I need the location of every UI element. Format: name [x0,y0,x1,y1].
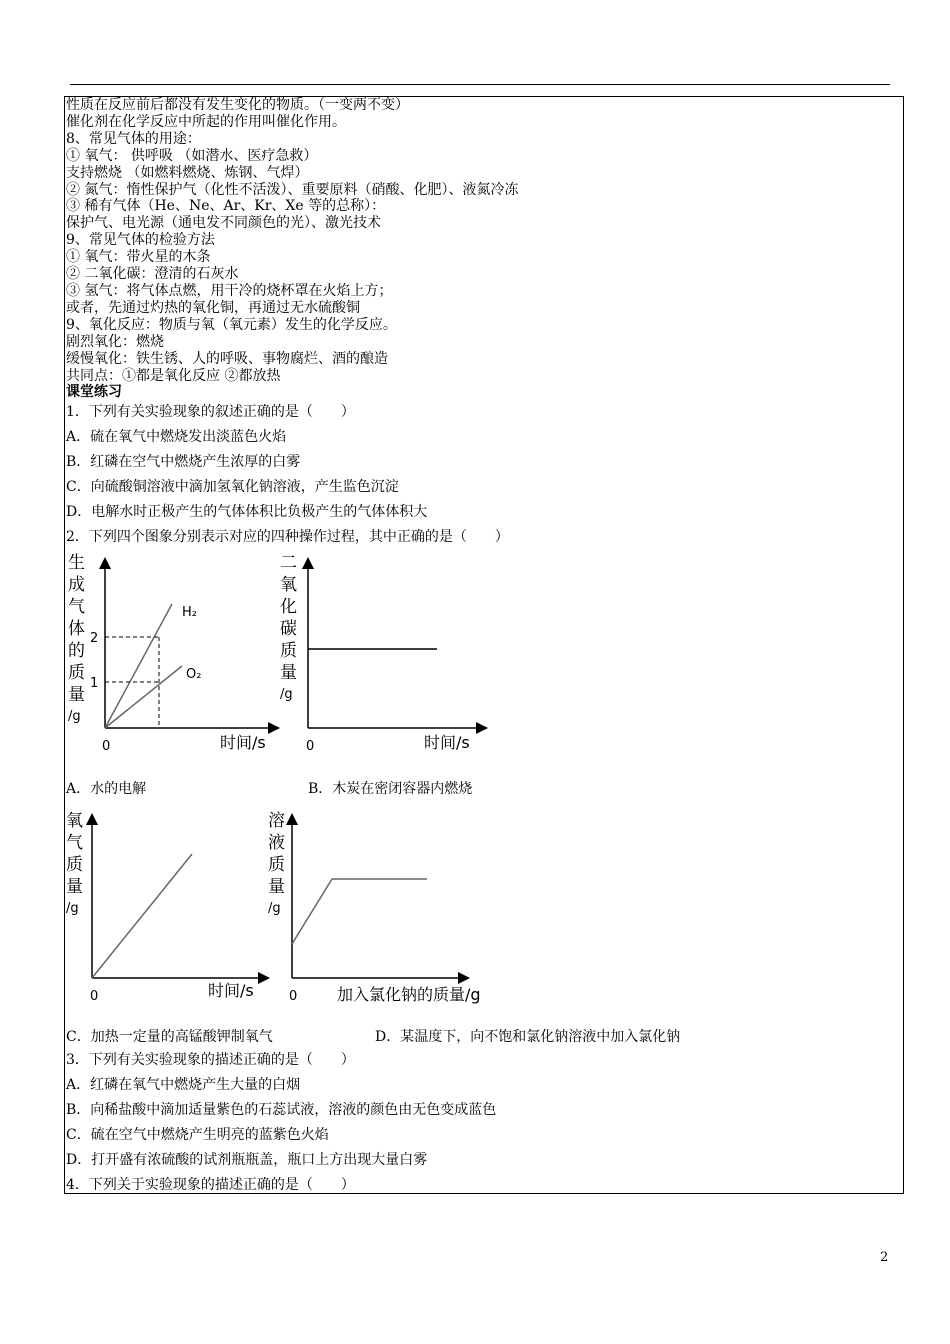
section-title: 课堂练习 [66,384,122,401]
note-line: ② 二氧化碳：澄清的石灰水 [66,266,239,283]
chart-a-origin: 0 [102,739,111,754]
q2-stem: 2．下列四个图象分别表示对应的四种操作过程，其中正确的是（ ） [66,529,509,545]
note-line: 9、常见气体的检验方法 [66,232,215,249]
chart-d-origin: 0 [289,989,298,1004]
note-line: 缓慢氧化：铁生锈、人的呼吸、事物腐烂、酒的酿造 [66,350,388,367]
q3-stem: 3．下列有关实验现象的描述正确的是（ ） [66,1052,355,1068]
note-line: 催化剂在化学反应中所起的作用叫催化作用。 [66,113,346,130]
chart-a-h2-label: H₂ [182,605,197,620]
chart-d [262,808,492,1008]
note-line: 9、氧化反应：物质与氧（氧元素）发生的化学反应。 [66,316,397,333]
chart-a [62,550,282,755]
note-line: ③ 稀有气体（He、Ne、Ar、Kr、Xe 等的总称）： [66,198,386,215]
chart-c-series-line [92,854,192,978]
q2-caption-d: D．某温度下，向不饱和氯化钠溶液中加入氯化钠 [375,1029,681,1045]
chart-a-tick-1: 1 [90,676,99,691]
note-line: ② 氮气：惰性保护气（化性不活泼）、重要原料（硝酸、化肥）、液氮冷冻 [66,181,519,198]
note-line: ① 氧气：带火星的木条 [66,249,211,266]
chart-a-h2-line [105,604,172,728]
chart-c-ylabel: 氧气质量/g [66,811,83,916]
chart-b-origin: 0 [306,739,315,754]
q3-option-d: D．打开盛有浓硫酸的试剂瓶瓶盖，瓶口上方出现大量白雾 [66,1152,428,1168]
header-rule [70,84,890,85]
q1-option-d: D．电解水时正极产生的气体体积比负极产生的气体体积大 [66,504,428,520]
page-number: 2 [880,1250,889,1265]
q2-caption-a: A．水的电解 [66,781,147,797]
note-line: 剧烈氧化：燃烧 [66,333,164,350]
chart-a-o2-label: O₂ [186,667,202,682]
q3-option-a: A．红磷在氧气中燃烧产生大量的白烟 [66,1077,301,1093]
q3-option-c: C．硫在空气中燃烧产生明亮的蓝紫色火焰 [66,1127,329,1143]
q2-caption-b: B．木炭在密闭容器内燃烧 [308,781,473,797]
q4-stem: 4．下列关于实验现象的描述正确的是（ ） [66,1177,355,1193]
note-line: ③ 氢气：将气体点燃，用干冷的烧杯罩在火焰上方； [66,282,393,299]
note-line: 8、常见气体的用途： [66,130,201,147]
chart-d-ylabel: 溶液质量/g [268,811,285,916]
q1-option-a: A．硫在氧气中燃烧发出淡蓝色火焰 [66,429,287,445]
chart-d-series-line [292,879,427,944]
chart-b [270,550,490,755]
chart-b-ylabel: 二氧化碳质量/g [280,553,297,702]
q1-stem: 1．下列有关实验现象的叙述正确的是（ ） [66,404,355,420]
note-line: ① 氧气： 供呼吸 （如潜水、医疗急救） [66,147,318,164]
chart-a-xlabel: 时间/s [220,733,266,752]
note-line: 性质在反应前后都没有发生变化的物质。（一变两不变） [66,97,409,113]
q1-option-c: C．向硫酸铜溶液中滴加氢氧化钠溶液，产生监色沉淀 [66,479,399,495]
note-line: 共同点：①都是氧化反应 ②都放热 [66,367,281,384]
chart-a-tick-2: 2 [90,631,99,646]
chart-c [62,808,282,1008]
q2-caption-c: C．加热一定量的高锰酸钾制氧气 [66,1029,273,1045]
chart-d-xlabel: 加入氯化钠的质量/g [337,985,481,1004]
note-line: 支持燃烧 （如燃料燃烧、炼钢、气焊） [66,164,309,181]
chart-a-o2-line [105,666,182,728]
note-line: 或者，先通过灼热的氧化铜，再通过无水硫酸铜 [66,299,360,316]
notes-block [66,97,896,401]
chart-a-ylabel: 生成气体的质量/g [68,553,85,724]
chart-c-xlabel: 时间/s [208,981,254,1000]
q3-option-b: B．向稀盐酸中滴加适量紫色的石蕊试液，溶液的颜色由无色变成蓝色 [66,1102,497,1118]
chart-c-origin: 0 [90,989,99,1004]
q1-option-b: B．红磷在空气中燃烧产生浓厚的白雾 [66,454,301,470]
note-line: 保护气、电光源（通电发不同颜色的光）、激光技术 [66,215,381,232]
chart-b-xlabel: 时间/s [424,733,470,752]
